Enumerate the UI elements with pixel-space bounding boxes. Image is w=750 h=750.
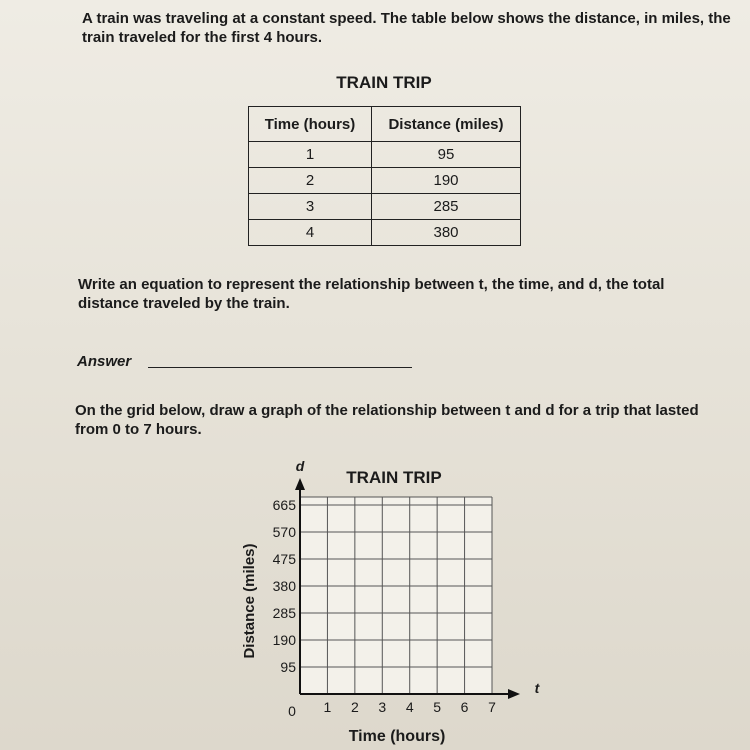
y-axis-arrow-icon (295, 478, 305, 490)
y-tick-label: 380 (272, 578, 296, 594)
grid-background (300, 497, 492, 694)
cell-distance: 95 (372, 142, 521, 168)
graph-grid (300, 497, 492, 694)
y-tick-label: 475 (272, 551, 296, 567)
cell-time: 1 (249, 142, 372, 168)
cell-distance: 285 (372, 194, 521, 220)
x-tick-label: 4 (405, 699, 414, 715)
x-tick-label: 1 (323, 699, 332, 715)
table-title: TRAIN TRIP (336, 73, 432, 92)
cell-time: 4 (249, 220, 372, 246)
cell-distance: 380 (372, 220, 521, 246)
x-axis-variable: t (534, 680, 540, 696)
y-tick-label: 95 (280, 659, 296, 675)
y-tick-label: 665 (272, 497, 296, 513)
graph-instruction: On the grid below, draw a graph of the relationship between t and d for a trip that lasted from 0 to 7 hours. (75, 402, 699, 438)
cell-time: 3 (249, 194, 372, 220)
x-tick-label: 7 (488, 699, 496, 715)
cell-time: 2 (249, 168, 372, 194)
header-distance: Distance (miles) (372, 107, 521, 142)
cell-distance: 190 (372, 168, 521, 194)
question-text: Write an equation to represent the relationship between t, the time, and d, the total distance traveled by the train. (78, 276, 665, 312)
origin-label: 0 (288, 703, 296, 719)
y-tick-label: 190 (272, 632, 296, 648)
x-axis-title: Time (hours) (348, 728, 446, 745)
chart-title: TRAIN TRIP (346, 468, 442, 487)
y-tick-label: 570 (272, 524, 296, 540)
y-tick-label: 285 (272, 605, 296, 621)
x-tick-label: 5 (433, 699, 442, 715)
header-time: Time (hours) (249, 107, 372, 142)
x-tick-label: 2 (350, 699, 359, 715)
answer-label: Answer (77, 353, 132, 370)
y-axis-title: Distance (miles) (241, 543, 258, 659)
x-tick-label: 3 (378, 699, 387, 715)
intro-text: A train was traveling at a constant speed. The table below shows the distance, in miles, the train traveled for the first 4 hours. (82, 10, 731, 46)
x-axis-arrow-icon (508, 689, 520, 699)
x-tick-label: 6 (460, 699, 469, 715)
y-axis-variable: d (295, 458, 305, 474)
